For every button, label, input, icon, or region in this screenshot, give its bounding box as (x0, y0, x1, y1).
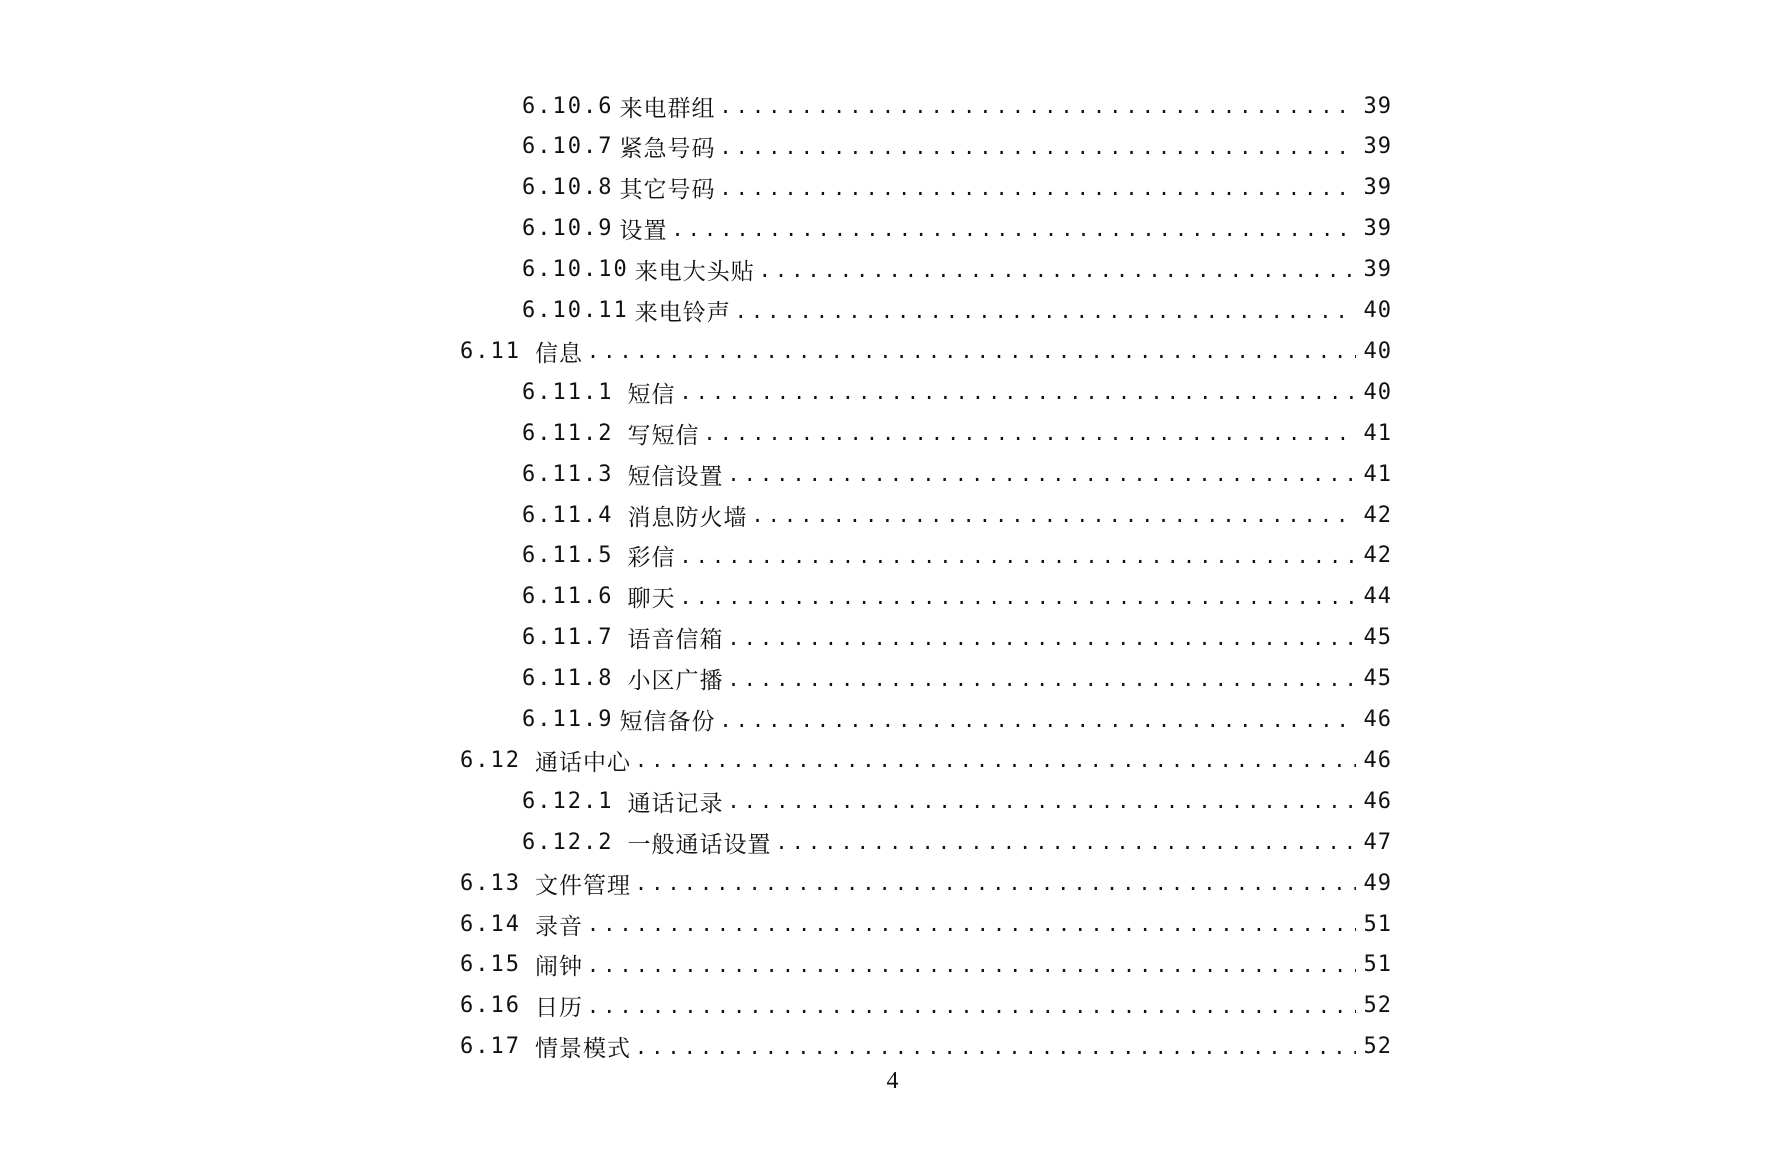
toc-entry[interactable] (522, 168, 1392, 208)
toc-entry-number: 6.12 (460, 747, 521, 773)
toc-entry[interactable] (460, 904, 1392, 944)
toc-entry-number: 6.13 (460, 870, 521, 896)
toc-entry-page: 44 (1363, 584, 1392, 610)
toc-entry[interactable] (522, 659, 1392, 699)
toc-entry-page: 39 (1363, 134, 1392, 160)
toc-dot-leader (727, 659, 1356, 699)
toc-entry-page: 41 (1363, 461, 1392, 487)
toc-entry-title: 来电大头贴 (634, 259, 755, 286)
toc-entry-title: 一般通话设置 (627, 831, 772, 858)
toc-entry[interactable] (460, 1027, 1392, 1067)
toc-entry[interactable] (460, 331, 1392, 371)
toc-dot-leader (679, 577, 1356, 617)
page-number: 4 (886, 1068, 899, 1094)
toc-entry-title: 闹钟 (534, 954, 583, 981)
toc-entry-number: 6.11.5 (522, 543, 614, 569)
toc-entry-title: 聊天 (627, 586, 676, 613)
toc-entry-number: 6.10.9 (522, 216, 614, 242)
toc-entry-number: 6.11.8 (522, 666, 614, 692)
toc-entry[interactable] (522, 291, 1392, 331)
toc-entry-number: 6.11 (460, 338, 521, 364)
toc-entry-page: 46 (1363, 747, 1392, 773)
toc-entry-number: 6.11.4 (522, 502, 614, 528)
toc-entry-number: 6.11.6 (522, 584, 614, 610)
toc-entry-number: 6.10.6 (522, 93, 614, 119)
toc-entry-page: 39 (1363, 216, 1392, 242)
toc-entry-page: 45 (1363, 666, 1392, 692)
toc-entry-title: 信息 (534, 340, 583, 367)
toc-dot-leader (635, 863, 1356, 903)
toc-entry-title: 其它号码 (619, 177, 716, 204)
toc-dot-leader (679, 536, 1356, 576)
toc-dot-leader (735, 291, 1356, 331)
toc-entry[interactable] (522, 86, 1392, 126)
toc-entry-number: 6.16 (460, 993, 521, 1019)
toc-entry-page: 52 (1363, 1034, 1392, 1060)
toc-dot-leader (759, 250, 1356, 290)
toc-entry[interactable] (522, 495, 1392, 535)
toc-entry-number: 6.14 (460, 911, 521, 937)
toc-entry[interactable] (522, 577, 1392, 617)
toc-dot-leader (719, 168, 1356, 208)
toc-entry[interactable] (522, 372, 1392, 412)
toc-entry[interactable] (460, 740, 1392, 780)
toc-dot-leader (587, 904, 1356, 944)
toc-entry-number: 6.10.8 (522, 175, 614, 201)
toc-entry[interactable] (522, 700, 1392, 740)
toc-entry[interactable] (522, 413, 1392, 453)
toc-entry-title: 彩信 (627, 545, 676, 572)
toc-entry-page: 41 (1363, 420, 1392, 446)
toc-dot-leader (719, 86, 1356, 126)
toc-entry[interactable] (522, 781, 1392, 821)
toc-entry[interactable] (522, 209, 1392, 249)
toc-entry[interactable] (522, 536, 1392, 576)
toc-dot-leader (635, 740, 1356, 780)
toc-entry-page: 42 (1363, 543, 1392, 569)
toc-dot-leader (587, 986, 1356, 1026)
toc-entry-number: 6.11.7 (522, 625, 614, 651)
toc-dot-leader (775, 822, 1356, 862)
toc-entry-number: 6.11.1 (522, 379, 614, 405)
toc-entry-page: 46 (1363, 707, 1392, 732)
toc-entry-number: 6.11.3 (522, 461, 614, 487)
toc-entry[interactable] (522, 822, 1392, 862)
toc-dot-leader (719, 700, 1356, 740)
toc-entry[interactable] (522, 127, 1392, 167)
toc-entry-number: 6.11.9 (522, 707, 614, 732)
toc-entry-page: 40 (1363, 338, 1392, 364)
toc-entry-number: 6.12.1 (522, 788, 614, 814)
toc-entry-page: 45 (1363, 625, 1392, 651)
toc-entry-page: 39 (1363, 93, 1392, 119)
toc-entry-title: 语音信箱 (627, 627, 724, 654)
toc-entry-title: 消息防火墙 (627, 504, 748, 531)
toc-entry-title: 短信 (627, 381, 676, 408)
toc-dot-leader (679, 372, 1356, 412)
toc-entry[interactable] (522, 250, 1392, 290)
toc-entry-title: 写短信 (627, 422, 700, 449)
toc-entry-title: 短信备份 (619, 709, 716, 735)
toc-entry-page: 51 (1363, 911, 1392, 937)
toc-entry-page: 42 (1363, 502, 1392, 528)
toc-dot-leader (703, 413, 1356, 453)
toc-entry-number: 6.15 (460, 952, 521, 978)
toc-entry-title: 小区广播 (627, 668, 724, 695)
toc-entry-number: 6.10.10 (522, 257, 629, 283)
toc-entry-page: 39 (1363, 257, 1392, 283)
toc-entry-number: 6.11.2 (522, 420, 614, 446)
toc-entry[interactable] (460, 986, 1392, 1026)
toc-dot-leader (727, 618, 1356, 658)
toc-entry-title: 设置 (619, 218, 668, 245)
toc-dot-leader (727, 454, 1356, 494)
toc-entry-number: 6.17 (460, 1034, 521, 1060)
toc-entry-title: 来电铃声 (634, 300, 731, 326)
toc-entry-page: 40 (1363, 298, 1392, 323)
toc-dot-leader (727, 781, 1356, 821)
toc-entry-title: 情景模式 (534, 1036, 631, 1063)
toc-entry-page: 47 (1363, 829, 1392, 855)
toc-entry[interactable] (460, 863, 1392, 903)
toc-dot-leader (635, 1027, 1356, 1067)
toc-entry-title: 日历 (534, 995, 583, 1022)
toc-entry-page: 39 (1363, 175, 1392, 201)
toc-entry-page: 51 (1363, 952, 1392, 978)
toc-dot-leader (719, 127, 1356, 167)
toc-entry-number: 6.10.11 (522, 298, 629, 323)
toc-entry-title: 文件管理 (534, 872, 631, 899)
toc-entry[interactable] (522, 618, 1392, 658)
toc-dot-leader (751, 495, 1356, 535)
toc-entry-title: 通话中心 (534, 749, 631, 776)
toc-entry-number: 6.10.7 (522, 134, 614, 160)
toc-entry-page: 40 (1363, 379, 1392, 405)
toc-entry-title: 短信设置 (627, 463, 724, 490)
toc-dot-leader (671, 209, 1356, 249)
toc-entry-title: 来电群组 (619, 95, 716, 122)
toc-entry[interactable] (460, 945, 1392, 985)
toc-entry-page: 52 (1363, 993, 1392, 1019)
toc-entry-title: 录音 (534, 913, 583, 940)
toc-entry[interactable] (522, 454, 1392, 494)
toc-dot-leader (587, 331, 1356, 371)
toc-dot-leader (587, 945, 1356, 985)
toc-entry-number: 6.12.2 (522, 829, 614, 855)
toc-entry-title: 紧急号码 (619, 136, 716, 163)
toc-entry-title: 通话记录 (627, 790, 724, 817)
toc-entry-page: 49 (1363, 870, 1392, 896)
toc-entry-page: 46 (1363, 788, 1392, 814)
